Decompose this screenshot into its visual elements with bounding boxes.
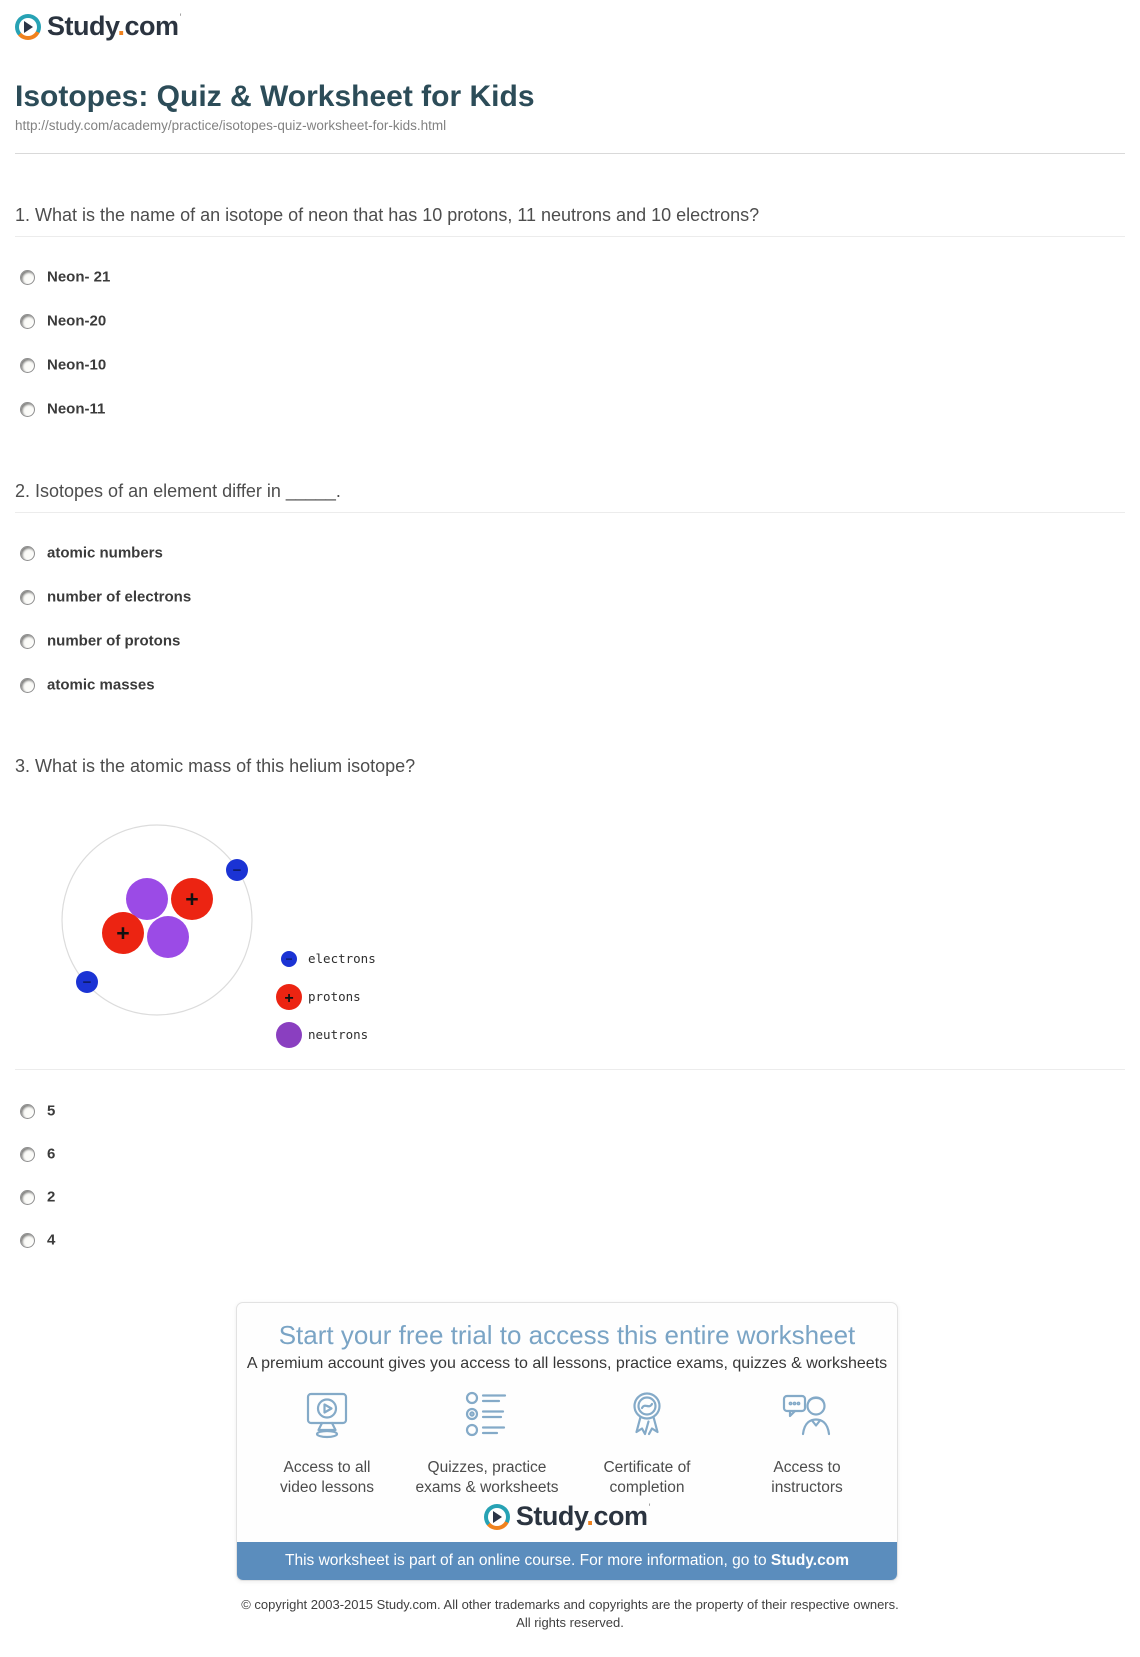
feature-label: exams & worksheets <box>415 1479 559 1496</box>
question-1-text: 1. What is the name of an isotope of neon that has 10 protons, 11 neutrons and 10 electrons? <box>15 205 760 225</box>
divider <box>15 236 1125 237</box>
legend-label-electrons: electrons <box>308 951 376 966</box>
option-label: Neon-11 <box>47 400 106 418</box>
certificate-icon <box>618 1387 676 1445</box>
radio-button[interactable] <box>20 270 35 285</box>
option-label: Neon- 21 <box>47 268 111 286</box>
radio-button[interactable] <box>20 1104 35 1119</box>
radio-button[interactable] <box>20 634 35 649</box>
banner-studycom-link[interactable]: Study.com <box>770 1552 849 1569</box>
minus-symbol: − <box>82 974 92 991</box>
option-label: 4 <box>47 1231 56 1249</box>
feature-quizzes <box>407 1387 567 1498</box>
feature-label: Access to all <box>283 1459 371 1476</box>
option-label: Neon-20 <box>47 312 107 330</box>
logo-text: Study.com' <box>515 1501 651 1531</box>
radio-button[interactable] <box>20 590 35 605</box>
question-2-text: 2. Isotopes of an element differ in _____. <box>15 481 341 501</box>
legend-label-neutrons: neutrons <box>308 1027 369 1042</box>
play-icon <box>15 14 41 40</box>
answer-option[interactable] <box>0 540 700 566</box>
feature-row <box>247 1387 887 1498</box>
answer-option[interactable] <box>0 308 700 334</box>
neutron-particle <box>147 916 189 958</box>
helium-atom-diagram <box>30 808 450 1058</box>
plus-symbol: + <box>185 886 199 912</box>
minus-symbol: − <box>232 862 242 879</box>
divider <box>15 153 1125 154</box>
trial-title: Start your free trial to access this entire worksheet <box>278 1320 856 1350</box>
radio-button[interactable] <box>20 1147 35 1162</box>
course-info-banner <box>237 1542 897 1580</box>
option-label: 2 <box>47 1188 56 1206</box>
page-title: Isotopes: Quiz & Worksheet for Kids <box>15 80 535 113</box>
feature-label: Quizzes, practice <box>427 1459 547 1476</box>
studycom-logo[interactable] <box>15 11 181 42</box>
answer-option[interactable] <box>0 264 700 290</box>
legend-label-protons: protons <box>308 989 361 1004</box>
logo-text: Study.com' <box>47 11 182 41</box>
free-trial-card <box>236 1302 898 1581</box>
feature-label: video lessons <box>280 1479 374 1496</box>
radio-button[interactable] <box>20 402 35 417</box>
feature-label: instructors <box>771 1479 843 1496</box>
play-icon <box>484 1504 510 1530</box>
feature-certificate <box>567 1387 727 1498</box>
answer-option[interactable] <box>0 1098 700 1124</box>
trial-subtitle: A premium account gives you access to all lessons, practice exams, quizzes & worksheets <box>246 1355 888 1372</box>
radio-button[interactable] <box>20 546 35 561</box>
question-3-text: 3. What is the atomic mass of this helium isotope? <box>15 756 416 776</box>
option-label: atomic numbers <box>47 544 163 562</box>
answer-option[interactable] <box>0 396 700 422</box>
neutron-particle <box>126 878 168 920</box>
feature-label: Access to <box>773 1459 841 1476</box>
video-lessons-icon <box>298 1387 356 1445</box>
answer-option[interactable] <box>0 1141 700 1167</box>
answer-option[interactable] <box>0 584 700 610</box>
radio-button[interactable] <box>20 1233 35 1248</box>
instructor-icon <box>778 1387 836 1445</box>
card-logo-row <box>237 1501 897 1532</box>
plus-symbol: + <box>116 920 130 946</box>
plus-symbol: + <box>284 990 294 1007</box>
copyright-line: All rights reserved. <box>516 1615 624 1630</box>
divider <box>15 1069 1125 1070</box>
answer-option[interactable] <box>0 352 700 378</box>
page-url: http://study.com/academy/practice/isotopes-quiz-worksheet-for-kids.html <box>15 118 447 133</box>
legend-neutron-icon <box>276 1022 302 1048</box>
option-label: 5 <box>47 1102 56 1120</box>
radio-button[interactable] <box>20 678 35 693</box>
radio-button[interactable] <box>20 314 35 329</box>
option-label: 6 <box>47 1145 56 1163</box>
answer-option[interactable] <box>0 1184 700 1210</box>
minus-symbol: − <box>285 952 293 966</box>
radio-button[interactable] <box>20 358 35 373</box>
option-label: number of electrons <box>47 588 192 606</box>
feature-label: completion <box>609 1479 685 1496</box>
answer-option[interactable] <box>0 1227 700 1253</box>
feature-label: Certificate of <box>603 1459 691 1476</box>
feature-instructors <box>727 1387 887 1498</box>
copyright-notice <box>0 1596 1140 1632</box>
radio-button[interactable] <box>20 1190 35 1205</box>
divider <box>15 512 1125 513</box>
banner-text: This worksheet is part of an online course. For more information, go to <box>285 1552 771 1569</box>
option-label: atomic masses <box>47 676 155 694</box>
answer-option[interactable] <box>0 628 700 654</box>
copyright-line: © copyright 2003-2015 Study.com. All other trademarks and copyrights are the property of their respective owners. <box>241 1597 899 1612</box>
answer-option[interactable] <box>0 672 700 698</box>
quiz-list-icon <box>458 1387 516 1445</box>
option-label: Neon-10 <box>47 356 107 374</box>
studycom-logo <box>484 1501 650 1532</box>
feature-video-lessons <box>247 1387 407 1498</box>
option-label: number of protons <box>47 632 181 650</box>
